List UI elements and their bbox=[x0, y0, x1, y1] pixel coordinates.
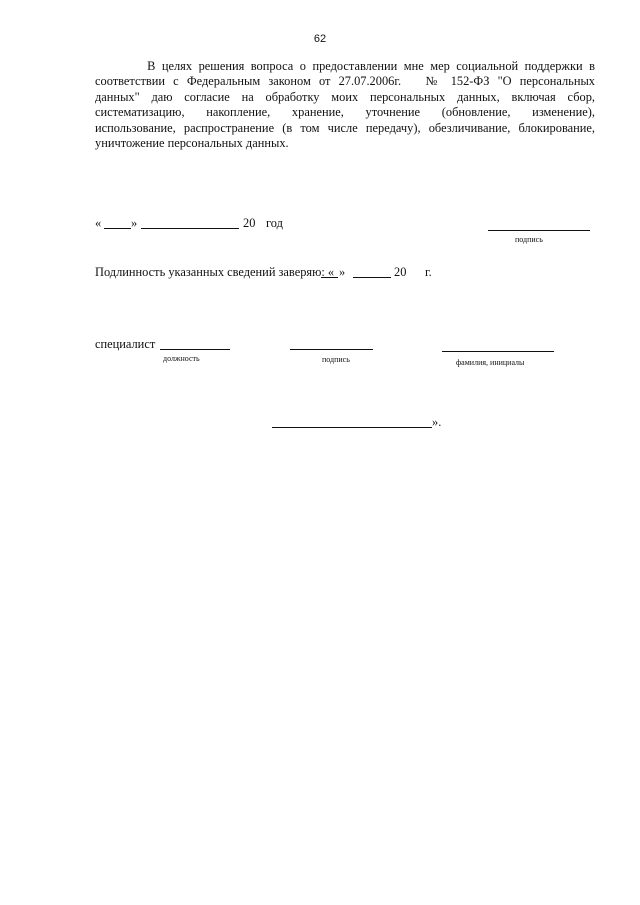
consent-line: данных" даю согласие на обработку моих персональных данных, включая сбор, bbox=[95, 89, 595, 104]
consent-line: систематизацию, накопление, хранение, уточнение (обновление, изменение), bbox=[95, 105, 595, 120]
applicant-signature-field[interactable] bbox=[488, 230, 590, 231]
date-quote-close: » bbox=[131, 216, 138, 230]
closing-field[interactable] bbox=[272, 427, 432, 428]
certify-year-suffix: г. bbox=[425, 265, 432, 279]
specialist-label: специалист bbox=[95, 337, 156, 351]
specialist-name-caption: фамилия, инициалы bbox=[456, 358, 525, 367]
page-number: 62 bbox=[313, 33, 327, 45]
date-year-word: год bbox=[266, 216, 283, 230]
date-year-prefix: 20 bbox=[243, 216, 256, 230]
consent-line: уничтожение персональных данных. bbox=[95, 136, 289, 151]
consent-line: соответствии с Федеральным законом от 27.07.2006г. № 152-ФЗ "О персональных bbox=[95, 74, 595, 89]
certify-quote-close: » bbox=[339, 265, 346, 279]
certify-label: Подлинность указанных сведений заверяю: « bbox=[95, 265, 335, 279]
applicant-signature-caption: подпись bbox=[515, 235, 543, 244]
specialist-signature-caption: подпись bbox=[322, 355, 350, 364]
certify-year-prefix: 20 bbox=[394, 265, 407, 279]
specialist-name-field[interactable] bbox=[442, 351, 554, 352]
date-day-field[interactable] bbox=[104, 228, 131, 229]
specialist-signature-field[interactable] bbox=[290, 349, 373, 350]
closing-suffix: ». bbox=[432, 415, 442, 429]
date-quote-open: « bbox=[95, 216, 102, 230]
certify-day-field[interactable] bbox=[321, 277, 338, 278]
consent-paragraph bbox=[95, 59, 595, 151]
specialist-position-field[interactable] bbox=[160, 349, 230, 350]
specialist-position-caption: должность bbox=[163, 354, 200, 363]
certify-month-field[interactable] bbox=[353, 277, 391, 278]
consent-line: использование, распространение (в том числе передачу), обезличивание, блокирование, bbox=[95, 120, 595, 135]
date-month-field[interactable] bbox=[141, 228, 239, 229]
consent-line: В целях решения вопроса о предоставлении мне мер социальной поддержки в bbox=[95, 59, 595, 73]
